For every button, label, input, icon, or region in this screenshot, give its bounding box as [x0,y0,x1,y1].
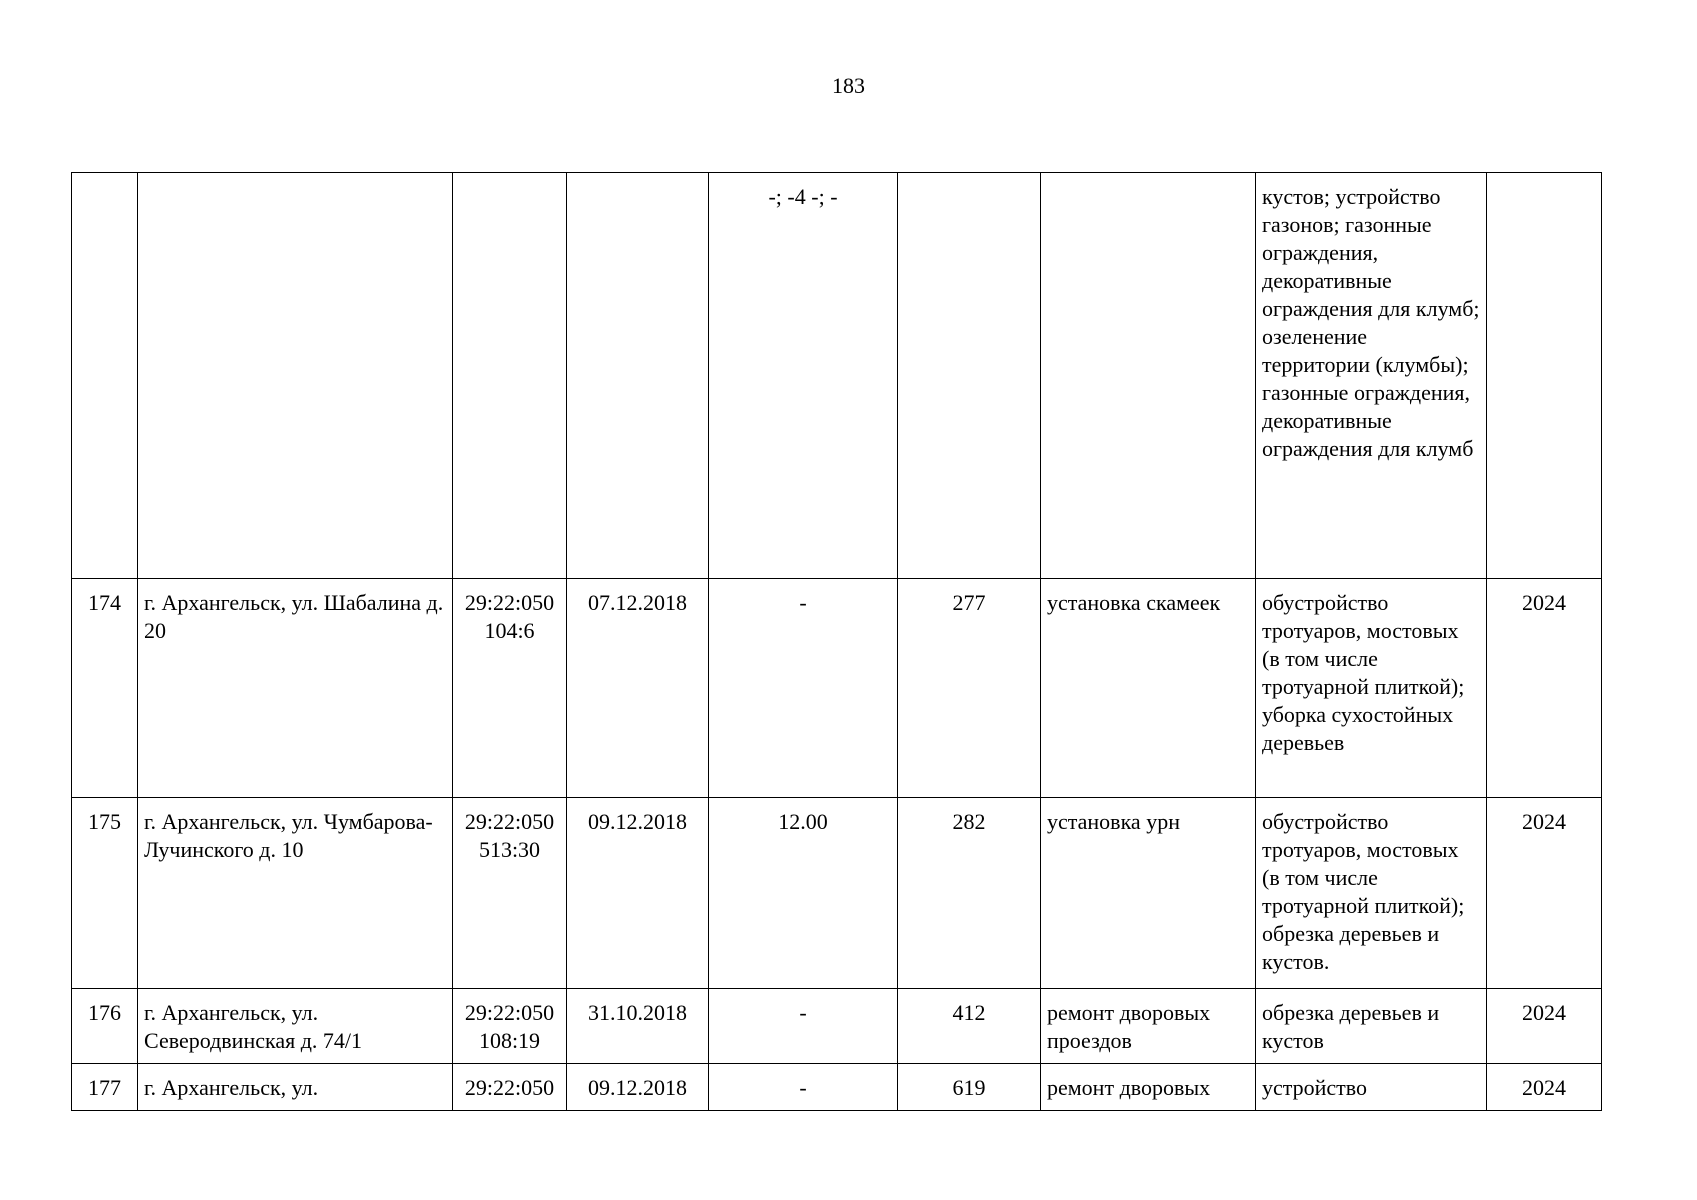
cell-year: 2024 [1487,1064,1602,1111]
cell-address: г. Архангельск, ул. [138,1064,453,1111]
cell-number: 174 [72,579,138,798]
page-number: 183 [832,73,865,98]
cell-area: - [709,579,898,798]
cell-number [72,173,138,579]
cell-count: 619 [898,1064,1041,1111]
cell-year: 2024 [1487,798,1602,989]
cell-count: 277 [898,579,1041,798]
registry-table [71,172,1602,1111]
cell-cadastral: 29:22:050 513:30 [453,798,567,989]
cell-cadastral [453,173,567,579]
table-row [72,989,1602,1064]
table-row [72,798,1602,989]
cell-area: 12.00 [709,798,898,989]
cell-cadastral: 29:22:050 108:19 [453,989,567,1064]
cell-address [138,173,453,579]
cell-date: 07.12.2018 [567,579,709,798]
cell-year: 2024 [1487,989,1602,1064]
cell-cadastral: 29:22:050 104:6 [453,579,567,798]
cell-number: 175 [72,798,138,989]
cell-count: 412 [898,989,1041,1064]
cell-work-min: установка скамеек [1041,579,1256,798]
cell-count [898,173,1041,579]
cell-date: 09.12.2018 [567,798,709,989]
table-row [72,1064,1602,1111]
cell-date [567,173,709,579]
cell-area: - [709,1064,898,1111]
cell-address: г. Архангельск, ул. Шабалина д. 20 [138,579,453,798]
cell-date: 09.12.2018 [567,1064,709,1111]
cell-work-min [1041,173,1256,579]
cell-work-min: установка урн [1041,798,1256,989]
cell-work-add: обустройство тротуаров, мостовых (в том числе тротуарной плиткой); обрезка деревьев и кустов. [1256,798,1487,989]
cell-work-add: обустройство тротуаров, мостовых (в том числе тротуарной плиткой); уборка сухостойных деревьев [1256,579,1487,798]
cell-number: 177 [72,1064,138,1111]
cell-work-min: ремонт дворовых проездов [1041,989,1256,1064]
cell-year [1487,173,1602,579]
table-row [72,579,1602,798]
cell-address: г. Архангельск, ул. Северодвинская д. 74/1 [138,989,453,1064]
cell-work-min: ремонт дворовых [1041,1064,1256,1111]
cell-number: 176 [72,989,138,1064]
cell-date: 31.10.2018 [567,989,709,1064]
cell-cadastral: 29:22:050 [453,1064,567,1111]
table-row-continuation [72,173,1602,579]
cell-work-add: обрезка деревьев и кустов [1256,989,1487,1064]
cell-address: г. Архангельск, ул. Чумбарова-Лучинского д. 10 [138,798,453,989]
cell-work-add: кустов; устройство газонов; газонные ограждения, декоративные ограждения для клумб; озеленение территории (клумбы); газонные ограждения, декоративные ограждения для клумб [1256,173,1487,579]
cell-area: -; -4 -; - [709,173,898,579]
cell-area: - [709,989,898,1064]
cell-year: 2024 [1487,579,1602,798]
cell-work-add: устройство [1256,1064,1487,1111]
cell-count: 282 [898,798,1041,989]
